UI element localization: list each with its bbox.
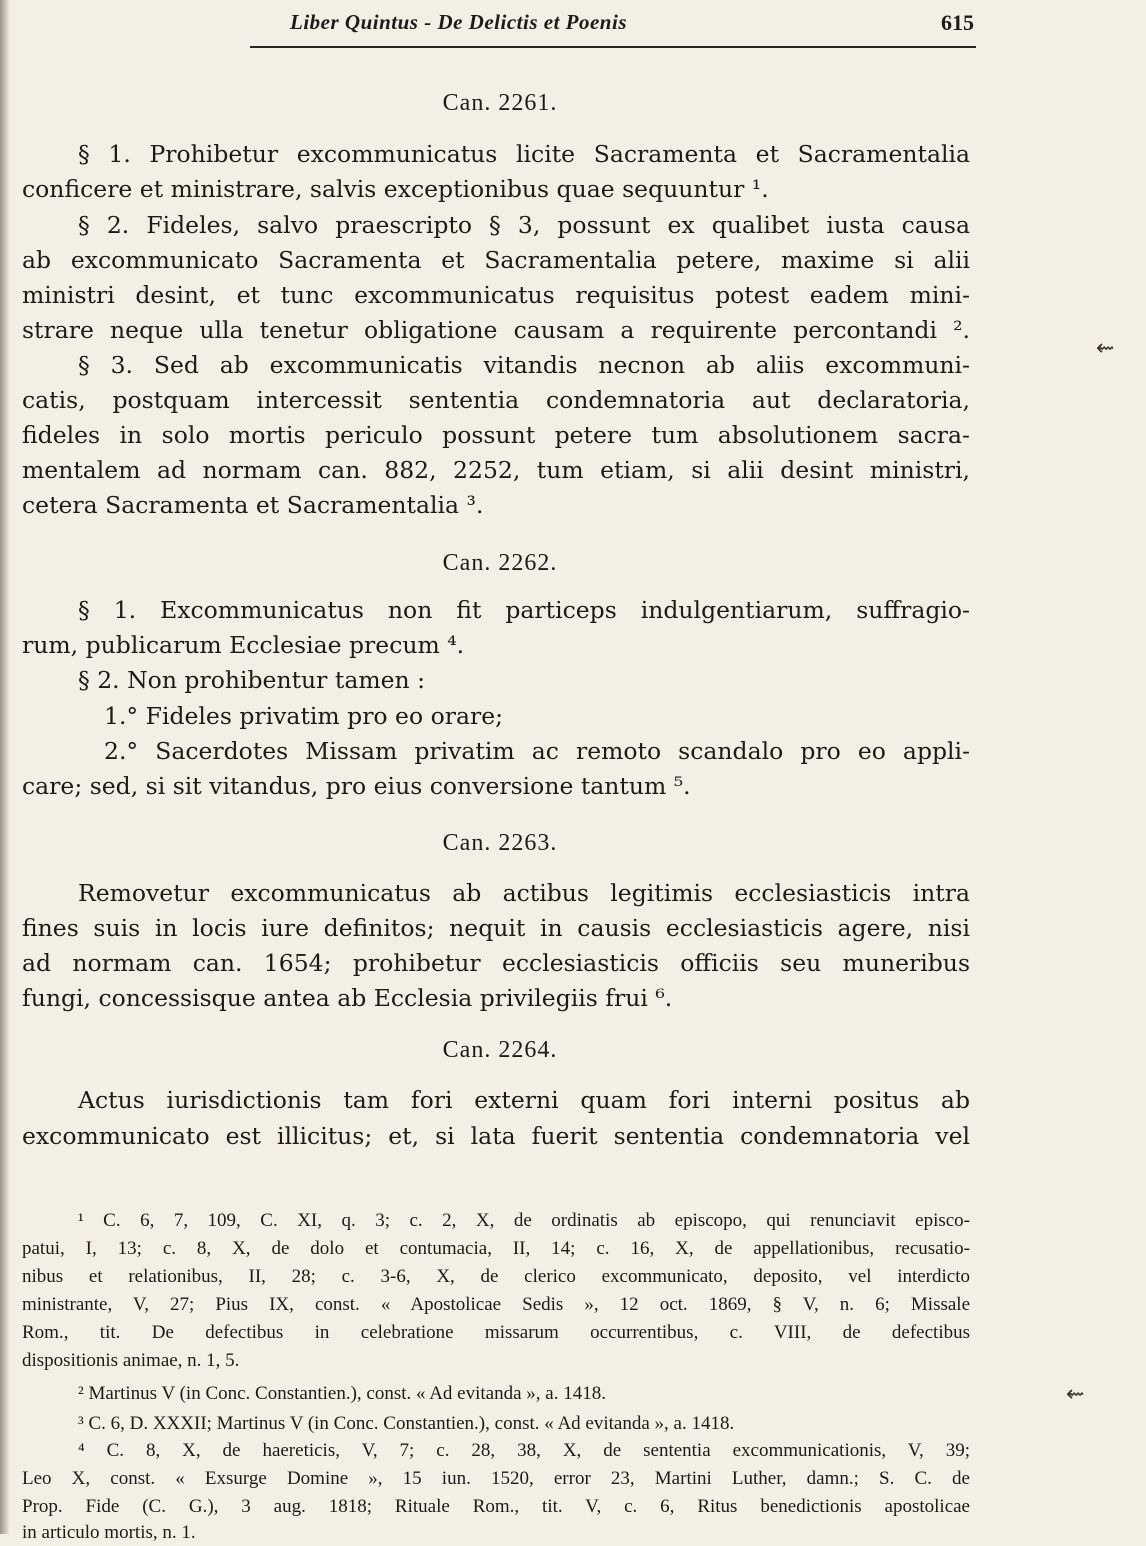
text-line: cetera Sacramenta et Sacramentalia ³. [22,491,484,519]
text-line: § 1. Excommunicatus non fit particeps indulgentiarum, suffragio- [78,596,970,624]
text-line: care; sed, si sit vitandus, pro eius conversione tantum ⁵. [22,772,691,800]
page-number: 615 [941,10,974,35]
canon-heading: Can. 2262. [442,550,558,576]
margin-arrow-mark: ⇜ [1066,1382,1085,1407]
canon-heading: Can. 2261. [442,90,558,116]
footnote-line: in articulo mortis, n. 1. [22,1522,196,1543]
text-line: strare neque ulla tenetur obligatione causam a requirente percontandi ². [22,316,970,344]
text-line: excommunicato est illicitus; et, si lata fuerit sententia condemnatoria vel [22,1122,970,1150]
text-line: 2.° Sacerdotes Missam privatim ac remoto scandalo pro eo appli- [104,737,970,765]
footnote-line: Prop. Fide (C. G.), 3 aug. 1818; Rituale Rom., tit. V, c. 6, Ritus benedictionis apostolicae [22,1496,970,1517]
text-line: Removetur excommunicatus ab actibus legitimis ecclesiasticis intra [78,879,970,907]
text-line: catis, postquam intercessit sententia condemnatoria aut declaratoria, [22,386,970,414]
text-line: conficere et ministrare, salvis exceptionibus quae sequuntur ¹. [22,175,769,203]
footnote-line: ⁴ C. 8, X, de haereticis, V, 7; c. 28, 38, X, de sententia excommunicationis, V, 39; [78,1440,970,1461]
footnote-line: Rom., tit. De defectibus in celebratione missarum occurrentibus, c. VIII, de defectibus [22,1322,970,1343]
text-line: fideles in solo mortis periculo possunt petere tum absolutionem sacra- [22,421,970,449]
page-edge-shadow [0,0,10,1534]
running-title: Liber Quintus - De Delictis et Poenis [290,10,627,34]
footnote-line: ³ C. 6, D. XXXII; Martinus V (in Conc. Constantien.), const. « Ad evitanda », a. 1418. [78,1413,735,1434]
text-line: § 2. Fideles, salvo praescripto § 3, possunt ex qualibet iusta causa [78,211,970,239]
text-line: § 3. Sed ab excommunicatis vitandis necnon ab aliis excommuni- [78,351,970,379]
text-line: § 2. Non prohibentur tamen : [78,666,426,694]
footnote-line: nibus et relationibus, II, 28; c. 3-6, X, de clerico excommunicato, deposito, vel interdicto [22,1266,970,1287]
text-line: Actus iurisdictionis tam fori externi quam fori interni positus ab [78,1086,970,1114]
footnote-line: ¹ C. 6, 7, 109, C. XI, q. 3; c. 2, X, de ordinatis ab episcopo, qui renunciavit episco- [78,1210,970,1231]
text-line: 1.° Fideles privatim pro eo orare; [104,702,504,730]
text-line: ministri desint, et tunc excommunicatus requisitus potest eadem mini- [22,281,970,309]
text-line: ad normam can. 1654; prohibetur ecclesiasticis officiis seu muneribus [22,949,970,977]
footnote-line: ministrante, V, 27; Pius IX, const. « Apostolicae Sedis », 12 oct. 1869, § V, n. 6; Missale [22,1294,970,1315]
canon-heading: Can. 2264. [442,1037,558,1063]
canon-heading: Can. 2263. [442,830,558,856]
running-head [250,6,976,48]
footnote-line: Leo X, const. « Exsurge Domine », 15 iun. 1520, error 23, Martini Luther, damn.; S. C. de [22,1468,970,1489]
text-line: fines suis in locis iure definitos; nequit in causis ecclesiasticis agere, nisi [22,914,970,942]
footnote-line: patui, I, 13; c. 8, X, de dolo et contumacia, II, 14; c. 16, X, de appellationibus, recusatio- [22,1238,970,1259]
text-line: mentalem ad normam can. 882, 2252, tum etiam, si alii desint ministri, [22,456,970,484]
text-line: fungi, concessisque antea ab Ecclesia privilegiis frui ⁶. [22,984,673,1012]
footnote-line: ² Martinus V (in Conc. Constantien.), const. « Ad evitanda », a. 1418. [78,1383,606,1404]
text-line: § 1. Prohibetur excommunicatus licite Sacramenta et Sacramentalia [78,140,970,168]
footnote-line: dispositionis animae, n. 1, 5. [22,1350,240,1371]
text-line: ab excommunicato Sacramenta et Sacramentalia petere, maxime si alii [22,246,970,274]
margin-arrow-mark: ⇜ [1096,336,1115,361]
text-line: rum, publicarum Ecclesiae precum ⁴. [22,631,465,659]
